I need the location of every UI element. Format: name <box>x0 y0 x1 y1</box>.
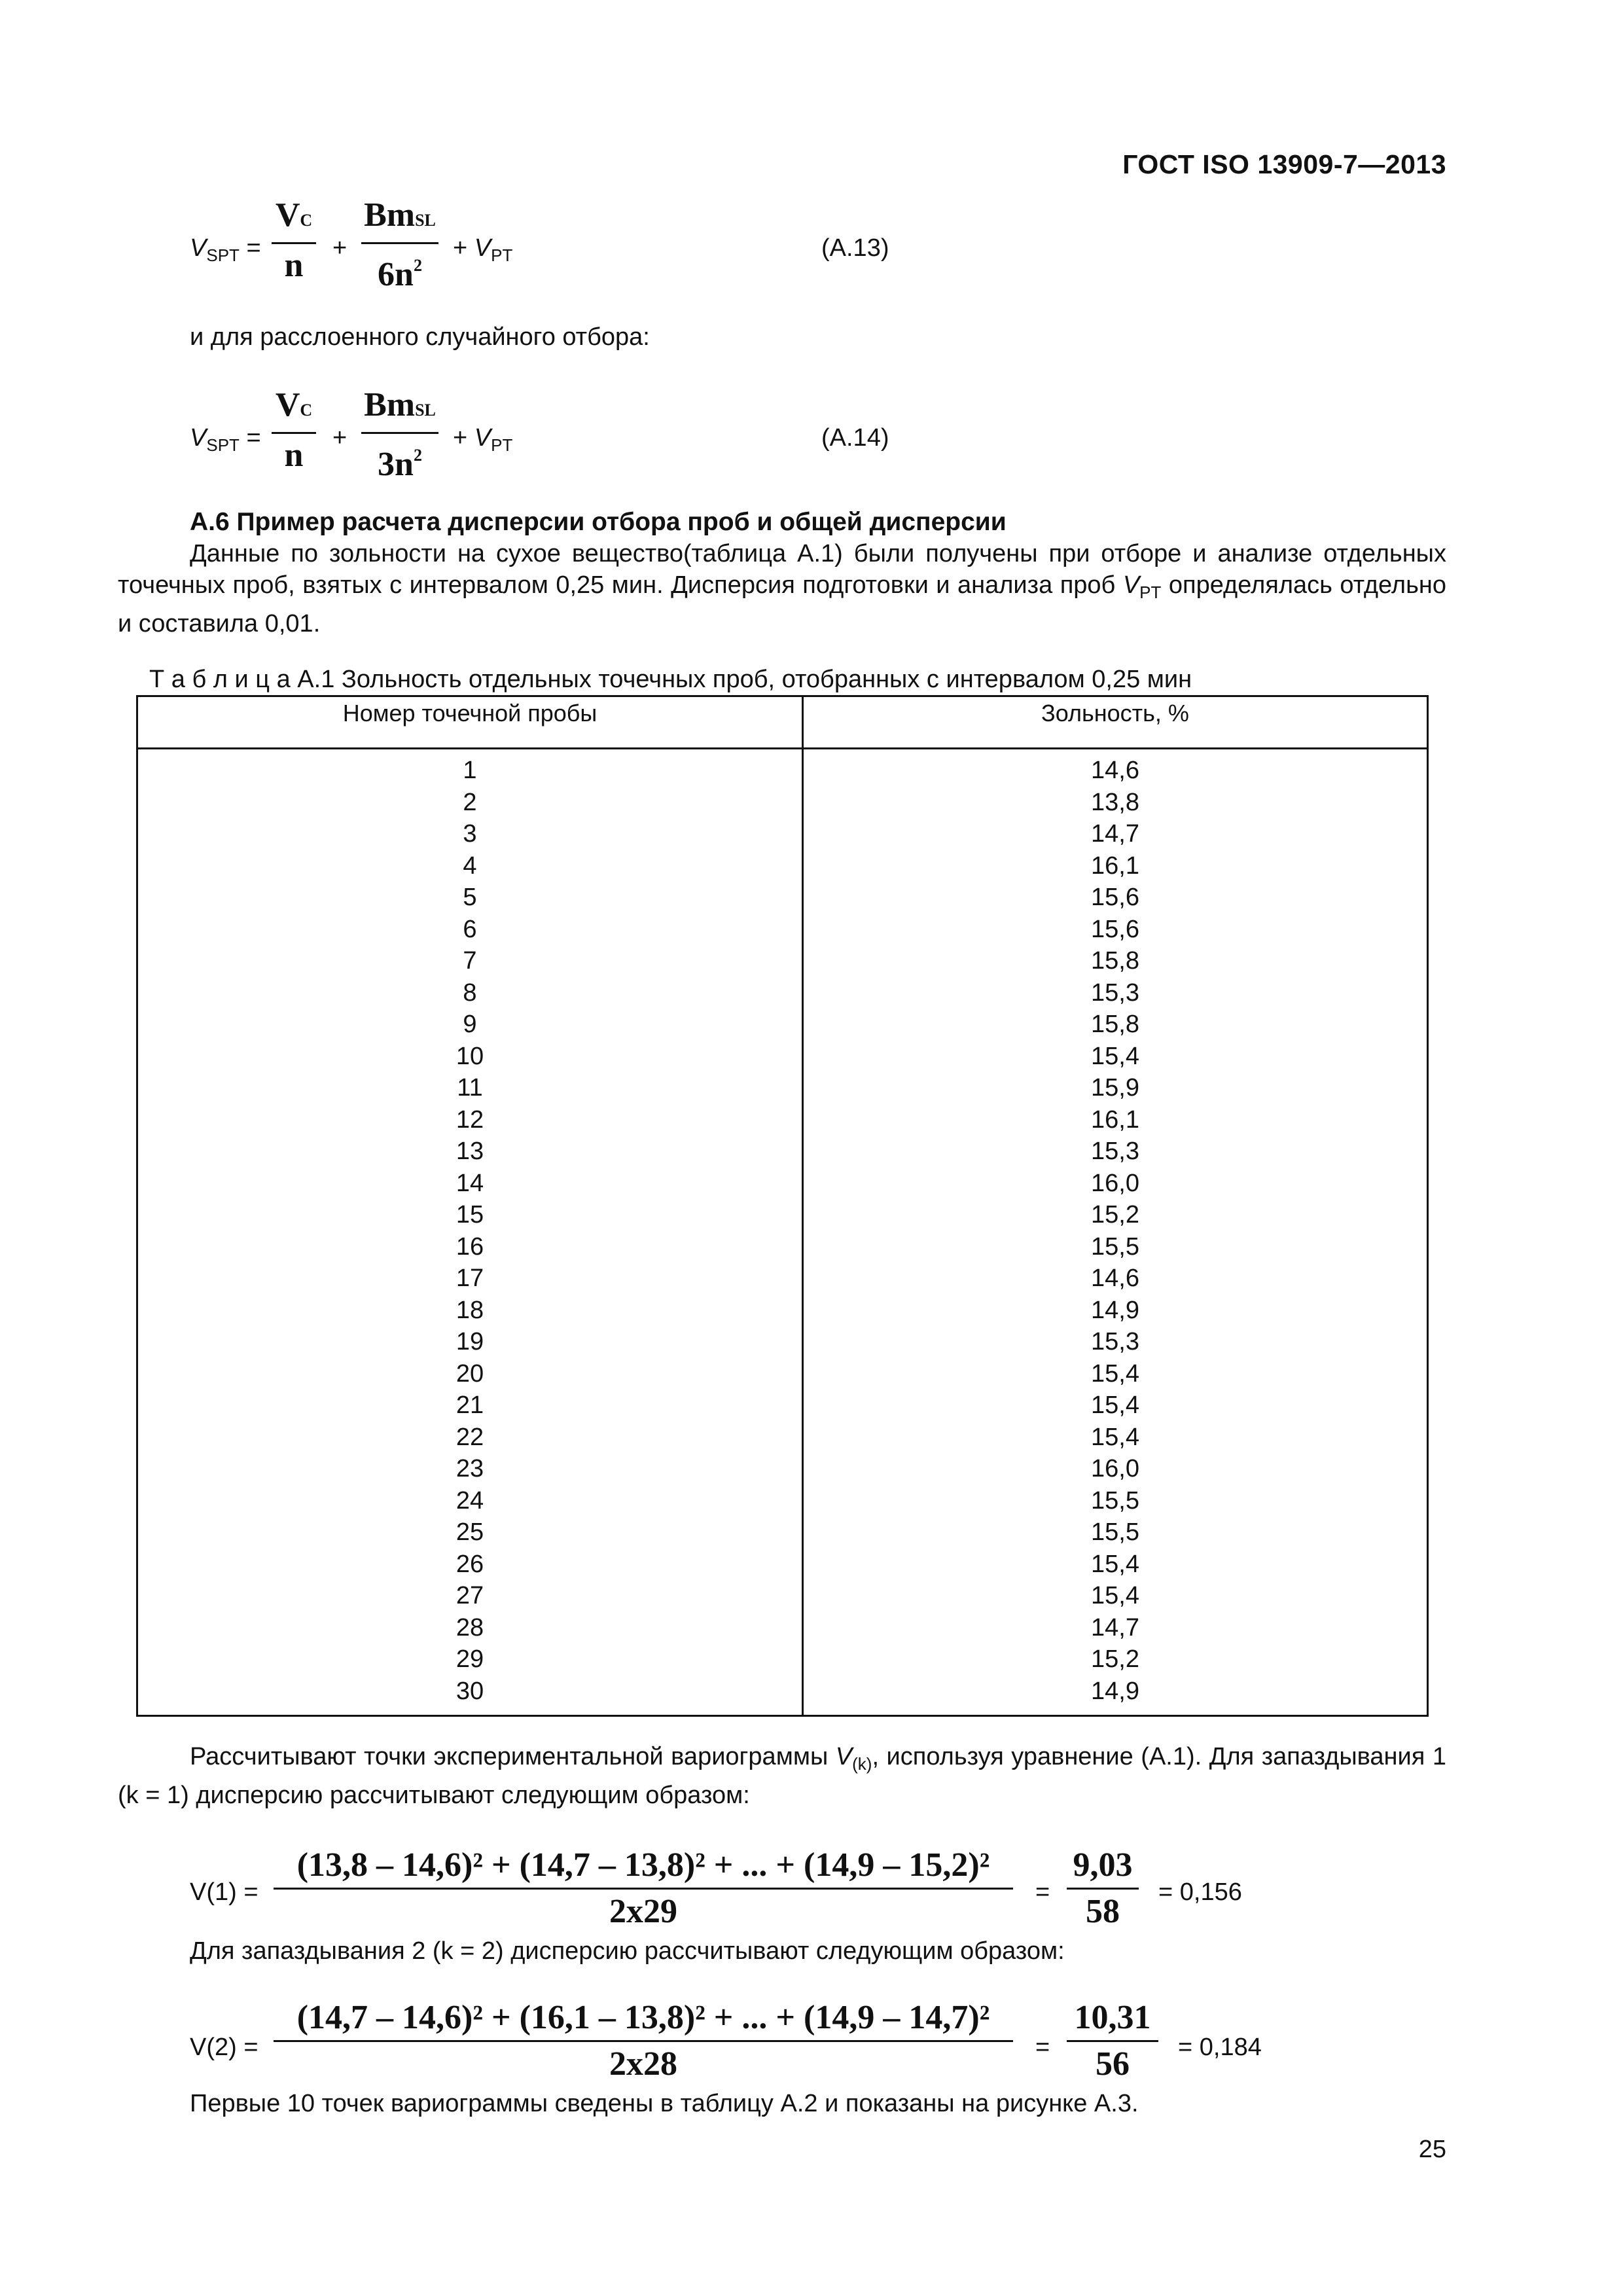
sample-number-cell: 5 <box>137 882 803 914</box>
ash-content-cell: 15,4 <box>803 1580 1428 1612</box>
fraction-bmsl-6n2: BmSL $6n^2$ <box>361 196 438 294</box>
sample-number-cell: 22 <box>137 1422 803 1454</box>
ash-content-cell: 16,0 <box>803 1453 1428 1485</box>
equals-sign: = <box>1035 2034 1050 2061</box>
sample-number-cell: 18 <box>137 1295 803 1327</box>
table-row <box>137 1549 1428 1581</box>
table-row <box>137 914 1428 946</box>
table-row <box>137 1072 1428 1104</box>
table-row <box>137 1485 1428 1517</box>
ash-content-cell: 15,6 <box>803 914 1428 946</box>
ash-content-cell: 15,5 <box>803 1516 1428 1549</box>
equation-number: (A.13) <box>821 234 889 262</box>
sample-number-cell: 25 <box>137 1516 803 1549</box>
equation-lhs: $V_{SPT}$ = <box>190 234 261 265</box>
table-row <box>137 1231 1428 1263</box>
sample-number-cell: 10 <box>137 1041 803 1073</box>
section-heading: А.6 Пример расчета дисперсии отбора проб и общей дисперсии <box>190 508 1007 536</box>
ash-content-table <box>136 695 1429 1717</box>
ash-content-cell: 15,3 <box>803 977 1428 1009</box>
sample-number-cell: 26 <box>137 1549 803 1581</box>
table-row <box>137 749 1428 787</box>
sample-number-cell: 9 <box>137 1009 803 1041</box>
sample-number-cell: 23 <box>137 1453 803 1485</box>
ash-content-cell: 16,1 <box>803 1104 1428 1136</box>
fraction-denominator: 2x29 <box>609 1893 677 1930</box>
equation-lhs: V(2) = <box>190 2034 259 2061</box>
equation-result: = 0,184 <box>1178 2034 1262 2061</box>
table-row <box>137 1612 1428 1644</box>
equation-a14 <box>190 386 942 497</box>
ash-content-cell: 14,6 <box>803 1263 1428 1295</box>
page-number: 25 <box>1418 2136 1446 2163</box>
table-row <box>137 1326 1428 1358</box>
table-row <box>137 1263 1428 1295</box>
table-row <box>137 945 1428 977</box>
table-body <box>137 749 1428 1716</box>
ash-content-cell: 15,2 <box>803 1199 1428 1231</box>
ash-content-cell: 15,2 <box>803 1643 1428 1676</box>
fraction-result: 9,03 58 <box>1067 1846 1139 1931</box>
ash-content-cell: 15,4 <box>803 1549 1428 1581</box>
table-row <box>137 882 1428 914</box>
table-row <box>137 1516 1428 1549</box>
table-row <box>137 1643 1428 1676</box>
ash-content-cell: 14,7 <box>803 818 1428 850</box>
ash-content-cell: 15,6 <box>803 882 1428 914</box>
document-header: ГОСТ ISO 13909-7—2013 <box>1122 149 1446 179</box>
table-row <box>137 1358 1428 1390</box>
ash-content-cell: 15,8 <box>803 1009 1428 1041</box>
sample-number-cell: 1 <box>137 749 803 787</box>
ash-content-cell: 15,5 <box>803 1485 1428 1517</box>
table-row <box>137 1422 1428 1454</box>
sample-number-cell: 17 <box>137 1263 803 1295</box>
sample-number-cell: 2 <box>137 787 803 819</box>
equals-sign: = <box>1035 1878 1050 1906</box>
table-row <box>137 1009 1428 1041</box>
equation-result: = 0,156 <box>1158 1878 1242 1906</box>
table-row <box>137 1580 1428 1612</box>
sample-number-cell: 30 <box>137 1676 803 1716</box>
ash-content-cell: 15,3 <box>803 1326 1428 1358</box>
column-header-sample-number: Номер точечной пробы <box>137 696 803 749</box>
table-row <box>137 850 1428 882</box>
ash-content-cell: 16,1 <box>803 850 1428 882</box>
ash-content-cell: 16,0 <box>803 1168 1428 1200</box>
column-header-ash-content: Зольность, % <box>803 696 1428 749</box>
table-row <box>137 818 1428 850</box>
table-row <box>137 1295 1428 1327</box>
equation-v2 <box>190 1998 1433 2090</box>
ash-content-cell: 15,4 <box>803 1390 1428 1422</box>
ash-content-cell: 14,7 <box>803 1612 1428 1644</box>
plus-sign: + <box>332 424 348 452</box>
sample-number-cell: 29 <box>137 1643 803 1676</box>
equation-a13 <box>190 196 942 308</box>
sample-number-cell: 13 <box>137 1136 803 1168</box>
equation-tail: + $V_{PT}$ <box>453 234 513 265</box>
table-row <box>137 1676 1428 1716</box>
fraction-denominator: 2x28 <box>609 2045 677 2083</box>
fraction-lag1 <box>274 1846 1013 1931</box>
fraction-lag2 <box>274 1998 1013 2084</box>
ash-content-cell: 14,9 <box>803 1295 1428 1327</box>
equation-v1 <box>190 1846 1433 1937</box>
sample-number-cell: 12 <box>137 1104 803 1136</box>
table-row <box>137 1136 1428 1168</box>
fraction-numerator: (13,8 – 14,6)² + (14,7 – 13,8)² + ... + (14,9 – 15,2)² <box>296 1846 990 1884</box>
ash-content-cell: 15,8 <box>803 945 1428 977</box>
table-caption: Т а б л и ц а А.1 Зольность отдельных точечных проб, отобранных с интервалом 0,25 мин <box>149 666 1192 693</box>
fraction-vc-n: VC n <box>272 196 316 285</box>
ash-content-cell: 15,4 <box>803 1422 1428 1454</box>
table-row <box>137 1168 1428 1200</box>
sample-number-cell: 7 <box>137 945 803 977</box>
fraction-numerator: (14,7 – 14,6)² + (16,1 – 13,8)² + ... + (14,9 – 14,7)² <box>296 1999 990 2036</box>
table-row <box>137 1104 1428 1136</box>
table-row <box>137 1453 1428 1485</box>
ash-content-cell: 15,5 <box>803 1231 1428 1263</box>
equation-tail: + $V_{PT}$ <box>453 424 513 455</box>
table-row <box>137 977 1428 1009</box>
closing-text: Первые 10 точек вариограммы сведены в таблицу А.2 и показаны на рисунке А.3. <box>190 2090 1139 2117</box>
fraction-result: 10,31 56 <box>1067 1998 1158 2084</box>
section-paragraph: Данные по зольности на сухое вещество(таблица А.1) были получены при отборе и анализе отдельных точечных проб, взятых с интервалом 0,25 мин. Дисперсия подготовки и анализа проб $V_{PT}$ определялась отдельно и составила 0,01. <box>118 540 1447 637</box>
sample-number-cell: 27 <box>137 1580 803 1612</box>
fraction-vc-n: VC n <box>272 386 316 475</box>
plus-sign: + <box>332 234 348 262</box>
table-row <box>137 787 1428 819</box>
ash-content-cell: 13,8 <box>803 787 1428 819</box>
ash-content-cell: 15,3 <box>803 1136 1428 1168</box>
ash-content-cell: 15,4 <box>803 1041 1428 1073</box>
sample-number-cell: 8 <box>137 977 803 1009</box>
fraction-bmsl-3n2: BmSL $3n^2$ <box>361 386 438 484</box>
table-row <box>137 1199 1428 1231</box>
calc-intro-paragraph: Рассчитывают точки экспериментальной вариограммы $V_{(k)}$, используя уравнение (А.1). Для запаздывания 1 (k = 1) дисперсию рассчитывают следующим образом: <box>118 1743 1446 1809</box>
stratified-text: и для расслоенного случайного отбора: <box>190 323 650 351</box>
sample-number-cell: 19 <box>137 1326 803 1358</box>
lag2-text: Для запаздывания 2 (k = 2) дисперсию рассчитывают следующим образом: <box>190 1937 1065 1965</box>
sample-number-cell: 15 <box>137 1199 803 1231</box>
ash-content-cell: 15,4 <box>803 1358 1428 1390</box>
ash-content-cell: 14,9 <box>803 1676 1428 1716</box>
sample-number-cell: 16 <box>137 1231 803 1263</box>
sample-number-cell: 6 <box>137 914 803 946</box>
sample-number-cell: 4 <box>137 850 803 882</box>
equation-lhs: V(1) = <box>190 1878 259 1906</box>
sample-number-cell: 14 <box>137 1168 803 1200</box>
table-row <box>137 1041 1428 1073</box>
table-row <box>137 1390 1428 1422</box>
ash-content-cell: 15,9 <box>803 1072 1428 1104</box>
sample-number-cell: 3 <box>137 818 803 850</box>
sample-number-cell: 21 <box>137 1390 803 1422</box>
equation-lhs: $V_{SPT}$ = <box>190 424 261 455</box>
ash-content-cell: 14,6 <box>803 749 1428 787</box>
sample-number-cell: 20 <box>137 1358 803 1390</box>
equation-number: (A.14) <box>821 424 889 452</box>
sample-number-cell: 11 <box>137 1072 803 1104</box>
sample-number-cell: 24 <box>137 1485 803 1517</box>
sample-number-cell: 28 <box>137 1612 803 1644</box>
